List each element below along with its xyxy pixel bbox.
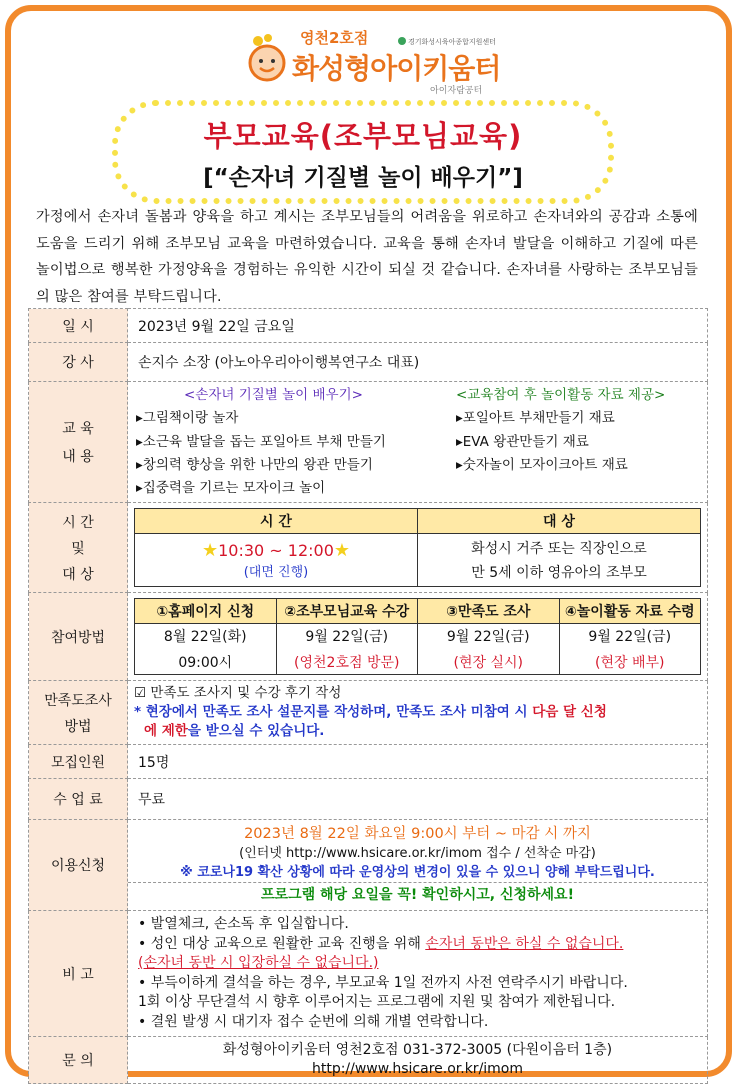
content-right: <교육참여 후 놀이활동 자료 제공> ▸포일아트 부채만들기 재료 ▸EVA 왕관만들기 재료 ▸숫자놀이 모자이크아트 재료 (456, 384, 665, 477)
survey-line: ☑ 만족도 조사지 및 수강 후기 작성 (134, 685, 342, 701)
list-item: ▸소근육 발달을 돕는 포일아트 부채 만들기 (136, 433, 386, 450)
content-left: <손자녀 기질별 놀이 배우기> ▸그림책이랑 놀자 ▸소근육 발달을 돕는 포일아트 부채 만들기 ▸창의력 향상을 위한 나만의 왕관 만들기 ▸집중력을 기르는 모자이크 놀이 (136, 384, 386, 500)
method-table: ①홈페이지 신청 ②조부모님교육 수강 ③만족도 조사 ④놀이활동 자료 수령 8월 22일(화) 09:00시 9월 22일(금) (영천2호점 방문) 9월 22일(금) (현장 실시) 9월 22일(금) (현장 배부) (134, 598, 701, 675)
intro-text: 가정에서 손자녀 돌봄과 양육을 하고 계시는 조부모님들의 어려움을 위로하고 손자녀와의 공감과 소통에 도움을 드리기 위해 조부모님 교육을 마련하였습니다. 교육을 통해 손자녀 발달을 이해하고 기질에 따른 놀이법으로 행복한 가정양육을 경험하는 유익한 시간이 되실 것 같습니다. 손자녀를 사랑하는 조부모님들의 많은 참여를 부탁드립니다. (36, 209, 698, 305)
fee-value: 무료 (128, 779, 708, 820)
info-table: 일 시 2023년 9월 22일 금요일 강 사 손지수 소장 (아노아우리아이행복연구소 대표) 교 육 내 용 <손자녀 기질별 놀이 배우기> ▸그림책이랑 놀자 ▸소근육 발달을 돕는 포일아트 부채 만들기 ▸창의력 향상을 위한 나만의 왕관 만들기 ▸집중력을 기르는 모자이크 놀이 <교육참여 후 놀이활동 자료 제공> ▸포일아트 부채만들기 재료 ▸EVA 왕관만들기 재료 ▸숫자놀이 모자이크아트 재료 시 간 및 대 상 시 간 대 상 ★10:30 ~ 12:00★ (대면 진행) 화성시 거주 또는 직장인으로 만 5세 이하 영유아의 조부모 참여방법 ①홈페이지 신청 ②조부모님교육 수강 ③만족도 조사 ④놀이활동 자료 수령 8월 22일(화) 09:00시 9월 22일(금) (영천2호점 방문) 9월 22일(금) (현장 실시) 9월 22일(금) (현장 배부) 만족도조사 방법 ☑ 만족도 조사지 및 수강 후기 작성 * 현장에서 만족도 조사 설문지를 작성하며, 만족도 조사 미참여 시 다음 달 신청 에 제한을 받으실 수 있습니다. 모집인원 15명 수 업 료 무료 이용신청 2023년 8월 22일 화요일 9:00시 부터 ~ 마감 시 까지 (인터넷 http://www.hsicare.or.kr/imom 접수 / 선착순 마감) ※ 코로나19 확산 상황에 따라 운영상의 변경이 있을 수 있으니 양해 부탁드립니다. 프로그램 해당 요일을 꼭! 확인하시고, 신청하세요! 비 고 • 발열체크, 손소독 후 입실합니다. • 성인 대상 교육으로 원활한 교육 진행을 위해 손자녀 동반은 하실 수 없습니다. (손자녀 동반 시 입장하실 수 없습니다.) • 부득이하게 결석을 하는 경우, 부모교육 1일 전까지 사전 연락주시기 바랍니다. 1회 이상 무단결석 시 향후 이루어지는 프로그램에 지원 및 참여가 제한됩니다. • 결원 발생 시 대기자 접수 순번에 의해 개별 연락합니다. 문 의 화성형아이키움터 영천2호점 031-372-3005 (다원이음터 1층) http://www.hsicare.or.kr/imom (28, 308, 708, 1084)
logo-org: 경기화성시육아종합지원센터 (408, 38, 496, 46)
logo-name: 화성형아이키움터 (292, 52, 501, 85)
survey-label: 만족도조사 방법 (29, 681, 128, 745)
logo-sub: 아이자람공터 (430, 86, 483, 96)
note-item: • 성인 대상 교육으로 원활한 교육 진행을 위해 손자녀 동반은 하실 수 없습니다. (138, 935, 624, 952)
apply-label: 이용신청 (29, 820, 128, 911)
apply-notice: ※ 코로나19 확산 상황에 따라 운영상의 변경이 있을 수 있으니 양해 부탁드립니다. (180, 864, 655, 880)
list-item: ▸창의력 향상을 위한 나만의 왕관 만들기 (136, 456, 373, 473)
content-cell (128, 382, 708, 503)
list-item: ▸포일아트 부채만들기 재료 (456, 410, 615, 427)
time-table: 시 간 대 상 ★10:30 ~ 12:00★ (대면 진행) 화성시 거주 또는 직장인으로 만 5세 이하 영유아의 조부모 (134, 508, 701, 587)
contact-label: 문 의 (29, 1037, 128, 1084)
time-label: 시 간 및 대 상 (29, 503, 128, 593)
note-item: • 결원 발생 시 대기자 접수 순번에 의해 개별 연락합니다. (138, 1013, 489, 1030)
child-face-icon (244, 33, 290, 83)
fee-label: 수 업 료 (29, 779, 128, 820)
step-head: ③만족도 조사 (418, 599, 560, 624)
target-line: 만 5세 이하 영유아의 조부모 (471, 565, 647, 581)
star-icon: ★ (201, 540, 219, 561)
step-head: ②조부모님교육 수강 (276, 599, 418, 624)
time-value: 10:30 ~ 12:00 (218, 541, 334, 560)
apply-web: (인터넷 http://www.hsicare.or.kr/imom 접수 / 선착순 마감) (239, 845, 596, 861)
note-item: (손자녀 동반 시 입장하실 수 없습니다.) (138, 955, 379, 971)
logo-branch: 영천2호점 (300, 29, 369, 47)
notes-label: 비 고 (29, 911, 128, 1037)
apply-period: 2023년 8월 22일 화요일 9:00시 부터 ~ 마감 시 까지 (244, 825, 591, 842)
recruit-label: 모집인원 (29, 745, 128, 779)
step-head: ①홈페이지 신청 (135, 599, 277, 624)
note-item: 1회 이상 무단결석 시 향후 이루어지는 프로그램에 지원 및 참여가 제한됩니다. (138, 994, 616, 1010)
sub-title: [“손자녀 기질별 놀이 배우기”] (203, 165, 523, 191)
date-label: 일 시 (29, 309, 128, 343)
star-icon: ★ (333, 540, 351, 561)
contact-url: http://www.hsicare.or.kr/imom (311, 1061, 524, 1077)
main-title: 부모교육(조부모님교육) (203, 119, 523, 153)
lecturer-value: 손지수 소장 (아노아우리아이행복연구소 대표) (128, 343, 708, 382)
content-label: 교 육 내 용 (29, 382, 128, 503)
list-item: ▸그림책이랑 놀자 (136, 410, 239, 427)
method-label: 참여방법 (29, 593, 128, 681)
note-item: • 부득이하게 결석을 하는 경우, 부모교육 1일 전까지 사전 연락주시기 바랍니다. (138, 974, 628, 991)
lecturer-label: 강 사 (29, 343, 128, 382)
time-mode: (대면 진행) (243, 565, 309, 580)
org-icon (398, 37, 406, 45)
logo (240, 25, 530, 95)
target-line: 화성시 거주 또는 직장인으로 (471, 541, 647, 557)
title-box (112, 100, 614, 204)
list-item: ▸EVA 왕관만들기 재료 (456, 433, 589, 450)
step-head: ④놀이활동 자료 수령 (559, 599, 701, 624)
recruit-value: 15명 (128, 745, 708, 779)
date-value: 2023년 9월 22일 금요일 (128, 309, 708, 343)
list-item: ▸숫자놀이 모자이크아트 재료 (456, 456, 628, 473)
note-item: • 발열체크, 손소독 후 입실합니다. (138, 916, 349, 932)
apply-reminder: 프로그램 해당 요일을 꼭! 확인하시고, 신청하세요! (128, 882, 707, 908)
list-item: ▸집중력을 기르는 모자이크 놀이 (136, 480, 326, 497)
contact-info: 화성형아이키움터 영천2호점 031-372-3005 (다원이음터 1층) (222, 1042, 613, 1058)
